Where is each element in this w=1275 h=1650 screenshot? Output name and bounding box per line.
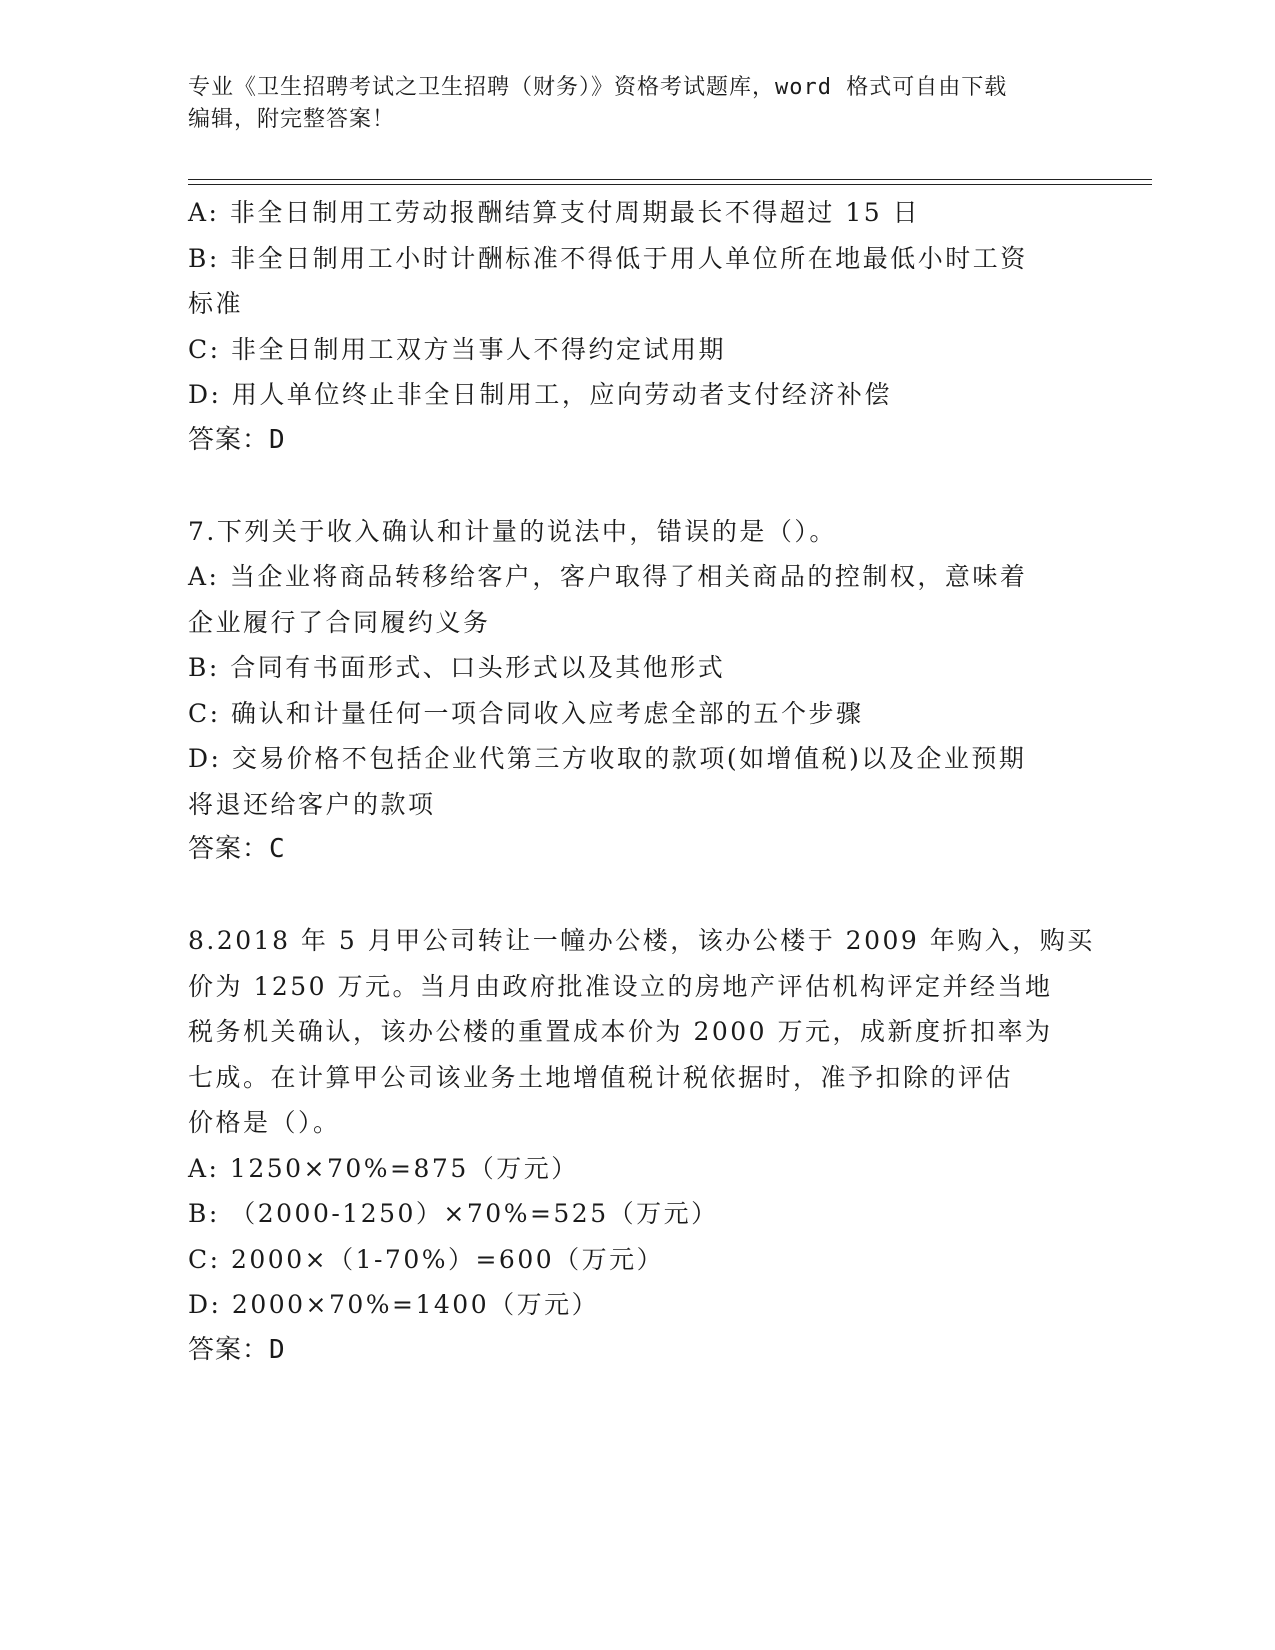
header-divider-bottom [188, 184, 1152, 185]
header-line-1: 专业《卫生招聘考试之卫生招聘（财务）》资格考试题库，word 格式可自由下载 [188, 75, 1008, 100]
q8-option-c: C: 2000×（1-70%）=600（万元） [188, 1244, 665, 1274]
q6-option-a: A: 非全日制用工劳动报酬结算支付周期最长不得超过 15 日 [188, 198, 921, 227]
q8-stem-line-3: 税务机关确认，该办公楼的重置成本价为 2000 万元，成新度折扣率为 [188, 1017, 1053, 1046]
q8-option-d: D: 2000×70%=1400（万元） [188, 1290, 600, 1319]
q8-stem-line-4: 七成。在计算甲公司该业务土地增值税计税依据时，准予扣除的评估 [188, 1062, 1014, 1092]
q8-answer: 答案：D [188, 1334, 286, 1365]
q6-option-d: D: 用人单位终止非全日制用工，应向劳动者支付经济补偿 [188, 380, 892, 409]
q6-option-b-line-2: 标准 [188, 289, 244, 318]
q8-option-b: B: （2000-1250）×70%=525（万元） [188, 1199, 719, 1228]
q7-option-a-line-2: 企业履行了合同履约义务 [188, 607, 491, 637]
q7-option-a-line-1: A: 当企业将商品转移给客户，客户取得了相关商品的控制权，意味着 [188, 562, 1028, 591]
q8-stem-line-5: 价格是（）。 [188, 1108, 341, 1137]
q6-option-b-line-1: B: 非全日制用工小时计酬标准不得低于用人单位所在地最低小时工资 [188, 243, 1028, 273]
q7-option-b: B: 合同有书面形式、口头形式以及其他形式 [188, 653, 726, 682]
document-header [188, 72, 1088, 136]
question-content [188, 190, 1095, 1373]
q8-stem-line-2: 价为 1250 万元。当月由政府批准设立的房地产评估机构评定并经当地 [188, 971, 1053, 1001]
q7-stem: 7.下列关于收入确认和计量的说法中，错误的是（）。 [188, 516, 837, 546]
header-divider-top [188, 179, 1152, 180]
header-line-2: 编辑，附完整答案！ [188, 107, 396, 132]
q8-stem-line-1: 8.2018 年 5 月甲公司转让一幢办公楼，该办公楼于 2009 年购入，购买 [188, 926, 1095, 955]
q7-option-d-line-1: D: 交易价格不包括企业代第三方收取的款项(如增值税)以及企业预期 [188, 744, 1027, 773]
q7-option-c: C: 确认和计量任何一项合同收入应考虑全部的五个步骤 [188, 698, 864, 728]
spacer [188, 463, 1088, 509]
q8-option-a: A: 1250×70%=875（万元） [188, 1153, 579, 1183]
q6-option-c: C: 非全日制用工双方当事人不得约定试用期 [188, 334, 726, 364]
q7-answer: 答案：C [188, 834, 286, 864]
spacer [188, 873, 1088, 919]
q7-option-d-line-2: 将退还给客户的款项 [188, 789, 436, 819]
q6-answer: 答案：D [188, 424, 286, 455]
